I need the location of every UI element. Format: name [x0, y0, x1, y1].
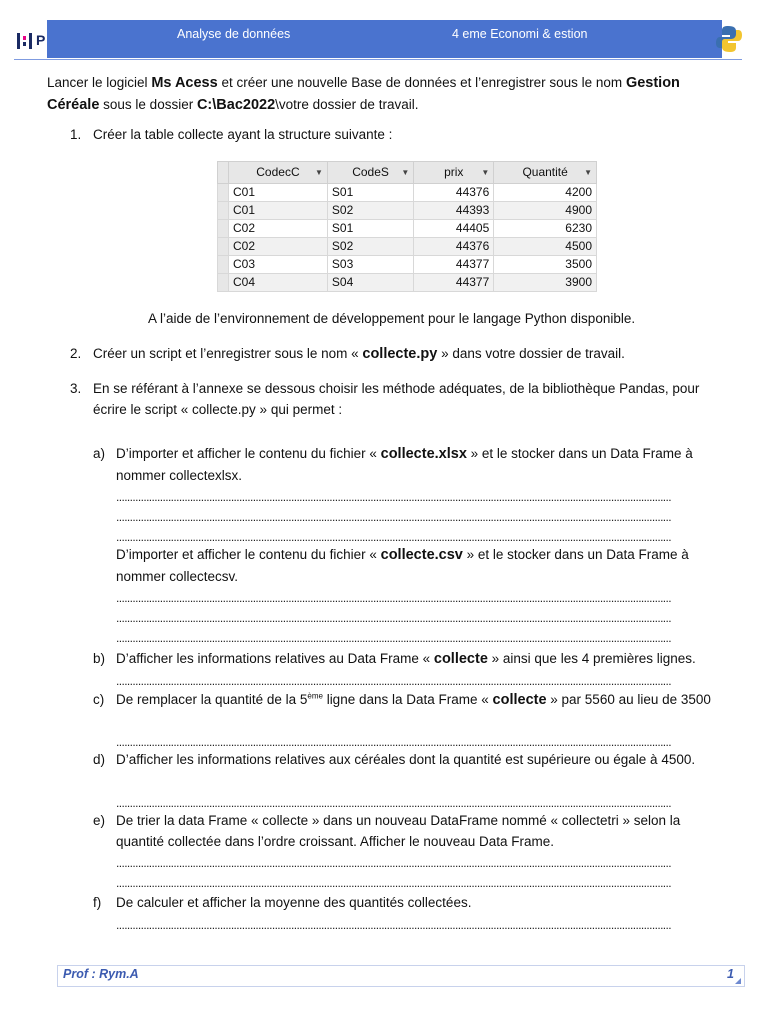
intro-text: et créer une nouvelle Base de données et l’enregistrer sous le nom — [217, 75, 626, 90]
qf-text: De calculer et afficher la moyenne des quantités collectées. — [116, 895, 472, 910]
header-left-title: Analyse de données — [177, 27, 291, 41]
page-number: 1 — [727, 967, 734, 981]
answer-line: ........................................................................................................................................................................................................... — [116, 611, 672, 622]
answer-line: ........................................................................................................................................................................................................... — [116, 918, 672, 929]
table-cell[interactable]: S02 — [327, 238, 413, 256]
qc-text — [116, 689, 716, 711]
qc-text-part: De remplacer la quantité de la 5 — [116, 692, 308, 707]
qb-dataframe: collecte — [433, 651, 488, 667]
qa-filename: collecte.xlsx — [380, 446, 467, 462]
qc-text-part: » par 5560 au lieu de 3500 — [546, 692, 711, 707]
footer-box — [57, 965, 745, 987]
q1-number: 1. — [70, 127, 82, 142]
q2-text — [93, 343, 723, 365]
column-header[interactable] — [327, 162, 413, 184]
row-selector[interactable] — [218, 274, 229, 292]
qc-superscript: ème — [307, 691, 323, 701]
row-selector[interactable] — [218, 220, 229, 238]
table-cell[interactable]: 3500 — [494, 256, 597, 274]
environment-line: A l’aide de l’environnement de développement pour le langage Python disponible. — [148, 311, 636, 326]
qd-text: D’afficher les informations relatives aux céréales dont la quantité est supérieure ou égale à 4500. — [116, 752, 696, 767]
answer-line: ........................................................................................................................................................................................................... — [116, 856, 672, 867]
qa2-text — [116, 544, 721, 587]
intro-db-name: Gestion Céréale — [47, 75, 680, 113]
q2-number: 2. — [70, 346, 82, 361]
table-row[interactable] — [218, 202, 597, 220]
qc-label: c) — [93, 692, 105, 707]
table-cell[interactable]: C03 — [229, 256, 328, 274]
column-label: Quantité — [522, 165, 568, 179]
table-cell[interactable]: 44376 — [414, 184, 494, 202]
table-cell[interactable]: 44376 — [414, 238, 494, 256]
column-header[interactable] — [414, 162, 494, 184]
header-right-title: 4 eme Economi & estion — [452, 27, 588, 41]
table-cell[interactable]: 4200 — [494, 184, 597, 202]
answer-line: ........................................................................................................................................................................................................... — [116, 510, 672, 521]
intro-folder: C:\Bac2022 — [196, 97, 276, 113]
answer-line: ........................................................................................................................................................................................................... — [116, 530, 672, 541]
qe-label: e) — [93, 813, 106, 828]
dropdown-arrow-icon[interactable]: ▼ — [314, 168, 323, 177]
python-logo-icon — [716, 24, 742, 54]
table-cell[interactable]: C02 — [229, 238, 328, 256]
table-header-row — [218, 162, 597, 184]
qa-text-part: D’importer et afficher le contenu du fichier « — [116, 446, 381, 461]
q3-text: En se référant à l’annexe se dessous choisir les méthode adéquates, de la bibliothèque Pandas, pour écrire le script « collecte.py » qui permet : — [93, 381, 700, 417]
table-cell[interactable]: S02 — [327, 202, 413, 220]
table-cell[interactable]: 44377 — [414, 256, 494, 274]
table-cell[interactable]: 44377 — [414, 274, 494, 292]
qd-label: d) — [93, 752, 106, 767]
header-band — [47, 20, 722, 58]
qb-text-part: D’afficher les informations relatives au Data Frame « — [116, 651, 434, 666]
q3-number: 3. — [70, 381, 82, 396]
answer-line: ........................................................................................................................................................................................................... — [116, 735, 672, 746]
pandas-logo-icon — [14, 30, 48, 52]
table-cell[interactable]: 3900 — [494, 274, 597, 292]
collecte-table — [217, 161, 597, 292]
intro-text: \votre dossier de travail. — [275, 97, 419, 112]
answer-line: ........................................................................................................................................................................................................... — [116, 876, 672, 887]
column-label: CodeS — [352, 165, 389, 179]
table-cell[interactable]: 44405 — [414, 220, 494, 238]
intro-software: Ms Acess — [151, 75, 218, 91]
row-selector[interactable] — [218, 256, 229, 274]
intro-text: Lancer le logiciel — [47, 75, 152, 90]
row-selector[interactable] — [218, 202, 229, 220]
table-cell[interactable]: 4500 — [494, 238, 597, 256]
table-cell[interactable]: S04 — [327, 274, 413, 292]
table-cell[interactable]: C01 — [229, 202, 328, 220]
q2-text-part: » dans votre dossier de travail. — [437, 346, 625, 361]
column-label: prix — [444, 165, 464, 179]
answer-line: ........................................................................................................................................................................................................... — [116, 490, 672, 501]
table-cell[interactable]: 4900 — [494, 202, 597, 220]
row-selector[interactable] — [218, 184, 229, 202]
qb-text-part: » ainsi que les 4 premières lignes. — [487, 651, 696, 666]
dropdown-arrow-icon[interactable]: ▼ — [481, 168, 490, 177]
answer-line: ........................................................................................................................................................................................................... — [116, 631, 672, 642]
qb-text — [116, 648, 721, 670]
table-cell[interactable]: S01 — [327, 184, 413, 202]
intro-text: sous le dossier — [99, 97, 197, 112]
logo-letter: P — [36, 32, 46, 48]
table-row[interactable] — [218, 184, 597, 202]
table-row[interactable] — [218, 274, 597, 292]
table-cell[interactable]: C04 — [229, 274, 328, 292]
qa-text-part: » et le stocker dans un Data Frame à nommer collectexlsx. — [116, 446, 693, 483]
row-selector[interactable] — [218, 238, 229, 256]
table-cell[interactable]: C01 — [229, 184, 328, 202]
table-row[interactable] — [218, 220, 597, 238]
qe-text: De trier la data Frame « collecte » dans un nouveau DataFrame nommé « collectetri » selon la quantité collectée dans l’ordre croissant. Afficher le nouveau Data Frame. — [116, 813, 681, 849]
column-header[interactable] — [229, 162, 328, 184]
intro-paragraph — [47, 72, 727, 116]
page-corner-icon — [735, 978, 741, 984]
qf-label: f) — [93, 895, 102, 910]
dropdown-arrow-icon[interactable]: ▼ — [584, 168, 592, 177]
table-cell[interactable]: S03 — [327, 256, 413, 274]
answer-line: ........................................................................................................................................................................................................... — [116, 591, 672, 602]
table-cell[interactable]: 44393 — [414, 202, 494, 220]
qc-dataframe: collecte — [492, 692, 547, 708]
table-row[interactable] — [218, 238, 597, 256]
dropdown-arrow-icon[interactable]: ▼ — [401, 168, 410, 177]
qa2-text-part: » et le stocker dans un Data Frame à nommer collectecsv. — [116, 547, 689, 584]
answer-line: ........................................................................................................................................................................................................... — [116, 674, 672, 685]
header-rule — [14, 59, 742, 60]
column-header[interactable] — [494, 162, 597, 184]
row-selector-header[interactable] — [218, 162, 229, 184]
qb-label: b) — [93, 651, 106, 666]
qa-text — [116, 443, 721, 486]
table-cell[interactable]: 6230 — [494, 220, 597, 238]
qc-text-part: ligne dans la Data Frame « — [322, 692, 493, 707]
answer-line: ........................................................................................................................................................................................................... — [116, 796, 672, 807]
q2-filename: collecte.py — [362, 346, 438, 362]
qa2-filename: collecte.csv — [380, 547, 463, 563]
qa-label: a) — [93, 446, 106, 461]
table-cell[interactable]: S01 — [327, 220, 413, 238]
footer-author: Prof : Rym.A — [63, 967, 139, 981]
table-row[interactable] — [218, 256, 597, 274]
qa2-text-part: D’importer et afficher le contenu du fichier « — [116, 547, 381, 562]
column-label: CodecC — [256, 165, 300, 179]
q1-text: Créer la table collecte ayant la structure suivante : — [93, 127, 393, 142]
q2-text-part: Créer un script et l’enregistrer sous le nom « — [93, 346, 363, 361]
table-cell[interactable]: C02 — [229, 220, 328, 238]
